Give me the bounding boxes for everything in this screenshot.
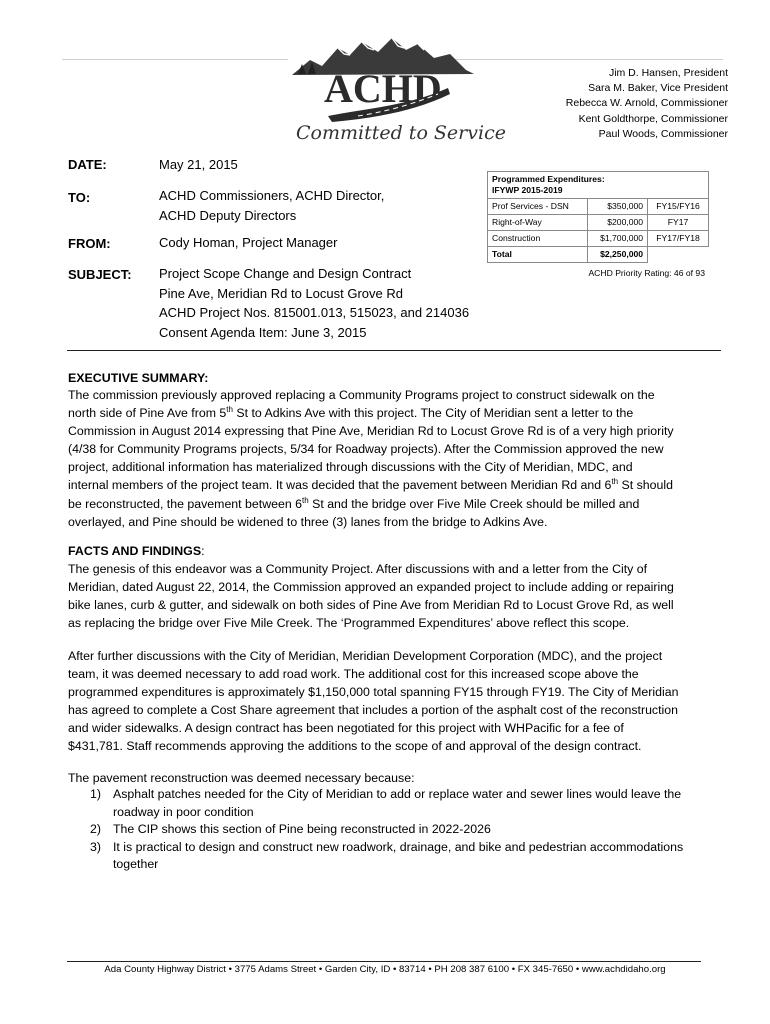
to-label: TO: [68, 190, 91, 205]
official-name: Jim D. Hansen, President [608, 67, 728, 79]
header-rule-left [62, 59, 288, 60]
subject-line: Consent Agenda Item: June 3, 2015 [159, 324, 367, 340]
ordinal-suffix: th [611, 477, 619, 487]
text-line: north side of Pine Ave from 5th St to Adkins Ave with this project. The City of Meridian sent a letter to the [68, 404, 634, 421]
official-name: Rebecca W. Arnold, Commissioner [565, 97, 728, 110]
expenditures-title: Programmed Expenditures: [492, 174, 605, 184]
cell-amount: $200,000 [587, 215, 647, 231]
cell-empty [648, 247, 709, 263]
text-line: be reconstructed, the pavement between 6th St and the bridge over Five Mile Creek should be milled and [68, 495, 640, 511]
cell-fy: FY15/FY16 [648, 199, 709, 215]
text-line: internal members of the project team. It was decided that the pavement between Meridian Rd and 6th St should [68, 477, 674, 493]
cell-amount: $350,000 [587, 199, 647, 215]
executive-summary-text [68, 386, 708, 531]
text-line: Commission in August 2014 expressing that Pine Ave, Meridian Rd to Locust Grove Rd is of a very high priority [68, 424, 674, 439]
list-number: 1) [90, 787, 101, 801]
text-line: Meridian, dated August 22, 2014, the Commission approved an expanded project to include adding or repairing [68, 580, 674, 595]
facts-heading [68, 544, 205, 558]
official-name: Paul Woods, Commissioner [598, 127, 728, 140]
list-item [68, 786, 708, 821]
officials-list [520, 66, 728, 142]
table-row [488, 215, 709, 231]
text-line: (4/38 for Community Programs projects, 5/34 for Roadway projects). After the Commission approved the new [68, 442, 664, 457]
text-line: overlayed, and Pine should be widened to three (3) lanes from the bridge to Adkins Ave. [68, 514, 548, 529]
facts-paragraph-3: The pavement reconstruction was deemed necessary because: [68, 771, 415, 785]
facts-paragraph-2 [68, 647, 708, 756]
footer-rule [67, 961, 701, 962]
facts-paragraph-1 [68, 560, 708, 632]
official-name: Kent Goldthorpe, Commissioner [578, 112, 728, 125]
ordinal-suffix: th [226, 404, 233, 414]
priority-rating: ACHD Priority Rating: 46 of 93 [588, 268, 705, 278]
cell-fy: FY17 [648, 215, 709, 231]
text-line: team, it was deemed necessary to add road work. The additional cost for this increased scope above the [68, 667, 639, 682]
list-item [68, 821, 708, 839]
to-value [159, 186, 384, 225]
text-line: as replacing the bridge over Five Mile Creek. The ‘Programmed Expenditures’ above reflect this scope. [68, 616, 630, 631]
list-number: 3) [90, 839, 101, 854]
list-item-line: Asphalt patches needed for the City of Meridian to add or replace water and sewer lines would leave the [113, 787, 682, 801]
list-item-line: It is practical to design and construct new roadwork, drainage, and bike and pedestrian accommodations [113, 839, 684, 854]
text-line: $431,781. Staff recommends approving the additions to the scope of and approval of the design contract. [68, 739, 642, 754]
text-line: bike lanes, curb & gutter, and sidewalk on both sides of Pine Ave from Meridian Rd to Locust Grove Rd, as well [68, 598, 674, 613]
subject-line: Pine Ave, Meridian Rd to Locust Grove Rd [159, 285, 403, 301]
text-line: After further discussions with the City of Meridian, Meridian Development Corporation (MDC), and the project [68, 649, 663, 663]
official-name: Sara M. Baker, Vice President [588, 82, 728, 95]
cell-total-amount: $2,250,000 [587, 247, 647, 263]
header-rule-right [440, 59, 723, 60]
subject-line: Project Scope Change and Design Contract [159, 266, 412, 281]
facts-heading-suffix: : [201, 544, 205, 558]
cell-item: Right-of-Way [488, 215, 588, 231]
list-item-line: The CIP shows this section of Pine being reconstructed in 2022-2026 [113, 822, 491, 836]
list-item-line: roadway in poor condition [113, 804, 254, 819]
from-value: Cody Homan, Project Manager [159, 235, 338, 250]
cell-amount: $1,700,000 [587, 231, 647, 247]
footer-address: Ada County Highway District • 3775 Adams Street • Garden City, ID • 83714 • PH 208 387 6100 • FX 345-7650 • www.achdidaho.org [104, 964, 666, 975]
reasons-list [68, 786, 708, 874]
executive-summary-heading: EXECUTIVE SUMMARY: [68, 371, 209, 385]
cell-total-label: Total [488, 247, 588, 263]
text-line: project, additional information has materialized through discussions with the City of Meridian, MDC, and [68, 460, 633, 475]
subject-value [159, 264, 469, 342]
list-item-line: together [113, 857, 159, 871]
table-row [488, 231, 709, 247]
expenditures-subtitle: IFYWP 2015-2019 [492, 185, 563, 195]
facts-heading-text: FACTS AND FINDINGS [68, 544, 202, 558]
cell-fy: FY17/FY18 [648, 231, 709, 247]
to-line: ACHD Deputy Directors [159, 207, 297, 223]
text-line: has agreed to complete a Cost Share agreement that includes a portion of the asphalt cost of the reconstruction [68, 703, 679, 718]
list-number: 2) [90, 822, 101, 836]
expenditures-table [487, 171, 709, 263]
from-label: FROM: [68, 236, 111, 251]
text-line: and wider sidewalks. A design contract has been negotiated for this project with WHPacific for a fee of [68, 721, 624, 736]
svg-text:ACHD: ACHD [324, 66, 442, 111]
body-divider [67, 350, 721, 351]
expenditures-title-cell [488, 172, 709, 199]
subject-label: SUBJECT: [68, 267, 132, 282]
table-row-total [488, 247, 709, 263]
text-line: The commission previously approved replacing a Community Programs project to construct sidewalk on the [68, 388, 655, 402]
subject-line: ACHD Project Nos. 815001.013, 515023, and 214036 [159, 305, 470, 320]
text-line: The genesis of this endeavor was a Community Project. After discussions with and a letter from the City of [68, 562, 648, 576]
cell-item: Construction [488, 231, 588, 247]
to-line: ACHD Commissioners, ACHD Director, [159, 188, 385, 203]
cell-item: Prof Services - DSN [488, 199, 588, 215]
list-item [68, 839, 708, 874]
ordinal-suffix: th [302, 495, 309, 505]
date-value: May 21, 2015 [159, 157, 238, 172]
date-label: DATE: [68, 157, 107, 172]
table-row [488, 199, 709, 215]
logo-tagline: Committed to Service [296, 122, 506, 144]
text-line: programmed expenditures is approximately $1,150,000 total spanning FY15 through FY19. The City of Meridian [68, 685, 679, 700]
